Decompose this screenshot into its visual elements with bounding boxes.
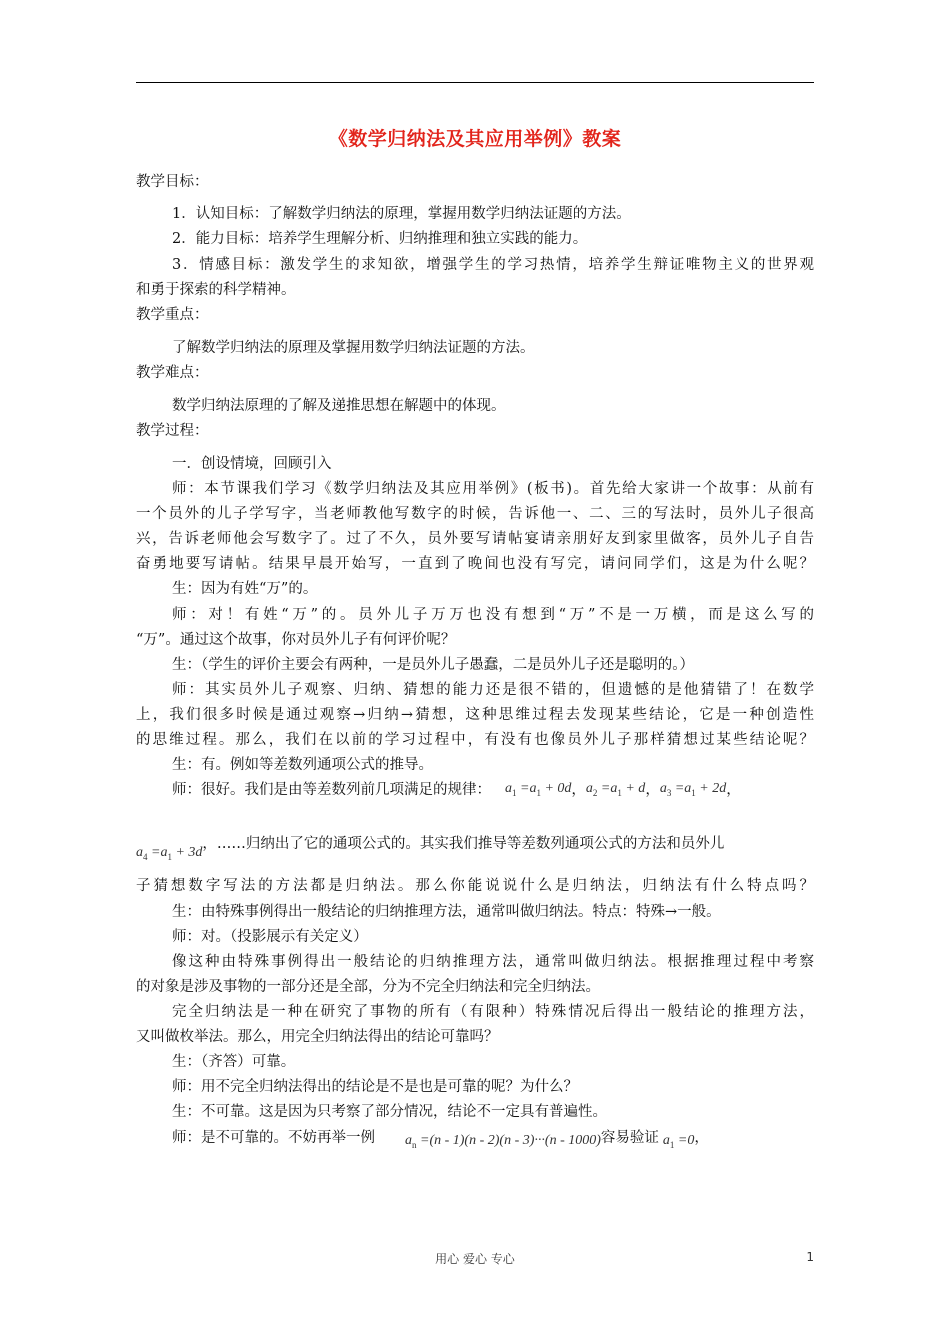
paragraph-line: 师：对！有姓“万”的。员外儿子万万也没有想到“万”不是一万横，而是这么写的 (172, 607, 814, 623)
page-number: 1 (806, 1250, 814, 1264)
paragraph-line: 又叫做枚举法。那么，用完全归纳法得出的结论可靠吗？ (136, 1029, 499, 1045)
objective-1: 1．认知目标：了解数学归纳法的原理，掌握用数学归纳法证题的方法。 (172, 206, 631, 222)
paragraph-line: 师：其实员外儿子观察、归纳、猜想的能力还是很不错的，但遗憾的是他猜错了！在数学 (172, 682, 814, 698)
paragraph-line: 师：对。（投影展示有关定义） (172, 929, 368, 945)
paragraph-line: 生：由特殊事例得出一般结论的归纳推理方法，通常叫做归纳法。特点：特殊→一般。 (172, 904, 721, 920)
paragraph-text: 师：是不可靠的。不妨再举一例 (172, 1130, 375, 1146)
paragraph-line: 生：（齐答）可靠。 (172, 1054, 296, 1070)
section-heading-key-points: 教学重点： (136, 307, 209, 323)
paragraph-line: “万”。通过这个故事，你对员外儿子有何评价呢？ (136, 632, 456, 648)
key-points-text: 了解数学归纳法的原理及掌握用数学归纳法证题的方法。 (172, 340, 535, 356)
paragraph-line: 完全归纳法是一种在研究了事物的所有（有限种）特殊情况后得出一般结论的推理方法， (172, 1004, 814, 1020)
formula-line-1: 师：很好。我们是由等差数列前几项满足的规律： $a_1 =a_1 + 0d$，$a_2 =a_1 + d$，$a_3 =a_1 + 2d$， (172, 781, 741, 798)
paragraph-line: 生：不可靠。这是因为只考察了部分情况，结论不一定具有普遍性。 (172, 1104, 607, 1120)
paragraph-line: 师：本节课我们学习《数学归纳法及其应用举例》(板书)。首先给大家讲一个故事：从前有 (172, 481, 814, 497)
formula-an: $a_n =(n - 1)(n - 2)(n - 3)\cdot\cdot\cdot(n - 1000)$ (405, 1133, 601, 1150)
paragraph-line: 生：因为有姓“万”的。 (172, 581, 318, 597)
document-title: 《数学归纳法及其应用举例》教案 (328, 128, 622, 150)
paragraph-line: 子猜想数字写法的方法都是归纳法。那么你能说说什么是归纳法，归纳法有什么特点吗？ (136, 878, 814, 894)
paragraph-line: 兴，告诉老师他会写数字了。过了不久，员外要写请帖宴请亲朋好友到家里做客，员外儿子自告 (136, 531, 814, 547)
paragraph-line: 的思维过程。那么，我们在以前的学习过程中，有没有也像员外儿子那样猜想过某些结论呢？ (136, 732, 814, 748)
formula-line-2 (136, 834, 814, 862)
formula-a1-zero: $a_1 =0$ (662, 1133, 695, 1150)
objective-3-cont: 和勇于探索的科学精神。 (136, 282, 296, 298)
header-rule (136, 82, 814, 83)
formula-a3: $a_3 =a_1 + 2d$ (659, 781, 727, 798)
paragraph-text: ，……归纳出了它的通项公式的。其实我们推导等差数列通项公式的方法和员外儿 (202, 836, 725, 852)
paragraph-line: 生：有。例如等差数列通项公式的推导。 (172, 757, 433, 773)
formula-line-3: 师：是不可靠的。不妨再举一例 $a_n =(n - 1)(n - 2)(n - 3)\cdot\cdot\cdot(n - 1000)$容易验证 $a_1 =0$， (172, 1130, 709, 1150)
formula-a1: $a_1 =a_1 + 0d$ (505, 781, 572, 798)
paragraph-line: 的对象是涉及事物的一部分还是全部，分为不完全归纳法和完全归纳法。 (136, 979, 600, 995)
section-heading-difficulties: 教学难点： (136, 365, 209, 381)
paragraph-line: 生：（学生的评价主要会有两种，一是员外儿子愚蠢，二是员外儿子还是聪明的。） (172, 657, 694, 673)
section-heading-process: 教学过程： (136, 423, 209, 439)
objective-2: 2．能力目标：培养学生理解分析、归纳推理和独立实践的能力。 (172, 231, 588, 247)
paragraph-line: 上，我们很多时候是通过观察→归纳→猜想，这种思维过程去发现某些结论，它是一种创造性 (136, 707, 814, 723)
paragraph-line: 奋勇地要写请帖。结果早晨开始写，一直到了晚间也没有写完，请问同学们，这是为什么呢？ (136, 556, 814, 572)
paragraph-text: 容易验证 (600, 1130, 659, 1146)
paragraph-line: 一个员外的儿子学写字，当老师教他写数字的时候，告诉他一、二、三的写法时，员外儿子很高 (136, 506, 814, 522)
formula-a2: $a_2 =a_1 + d$ (585, 781, 646, 798)
paragraph-line: 师：用不完全归纳法得出的结论是不是也是可靠的呢？为什么？ (172, 1079, 578, 1095)
difficulties-text: 数学归纳法原理的了解及递推思想在解题中的体现。 (172, 398, 506, 414)
objective-3: 3．情感目标：激发学生的求知欲，增强学生的学习热情，培养学生辩证唯物主义的世界观 (172, 257, 814, 273)
paragraph-text: 师：很好。我们是由等差数列前几项满足的规律： (172, 782, 491, 798)
formula-a4: $a_4 =a_1 + 3d$ (136, 845, 203, 862)
section-heading-objectives: 教学目标： (136, 174, 209, 190)
process-step-1: 一．创设情境，回顾引入 (172, 456, 332, 472)
paragraph-line: 像这种由特殊事例得出一般结论的归纳推理方法，通常叫做归纳法。根据推理过程中考察 (172, 954, 814, 970)
page-footer: 用心 爱心 专心 (435, 1252, 515, 1266)
